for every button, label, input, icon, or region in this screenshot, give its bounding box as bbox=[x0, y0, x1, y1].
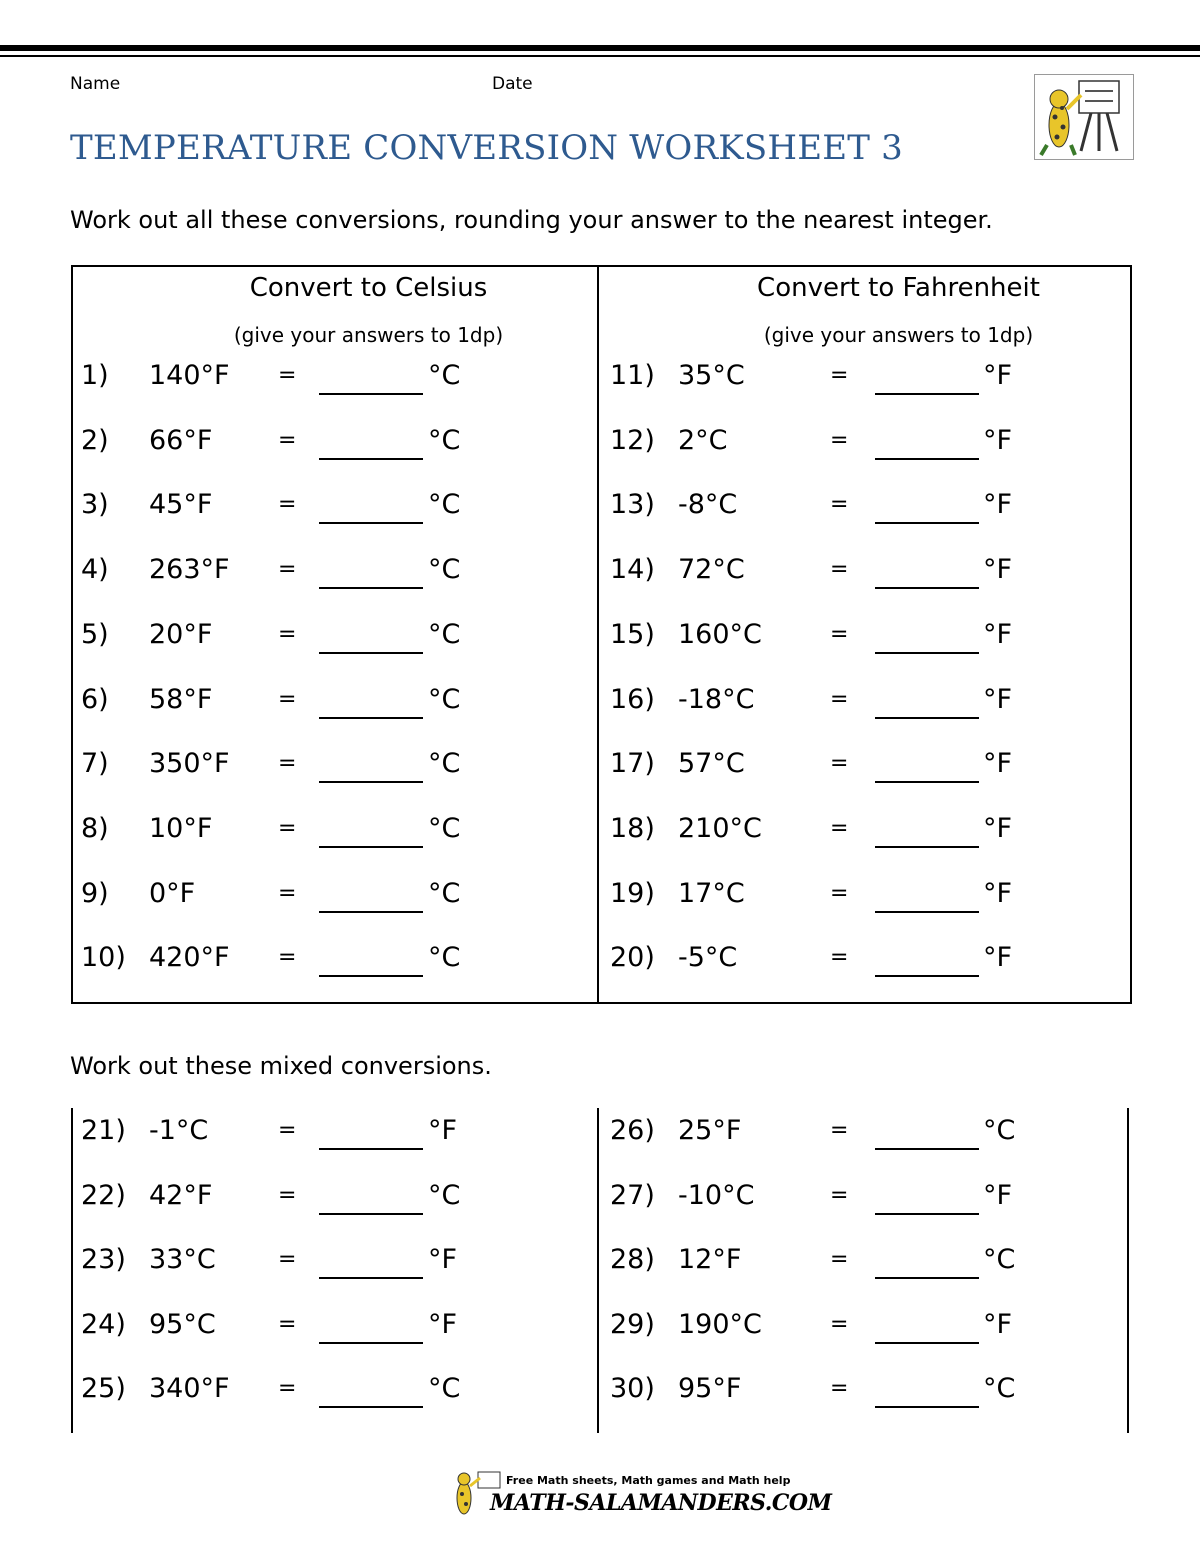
answer-unit: °F bbox=[983, 360, 1013, 391]
equals-sign: = bbox=[278, 1182, 297, 1208]
equals-sign: = bbox=[830, 621, 849, 647]
answer-unit: °F bbox=[983, 942, 1013, 974]
answer-unit: °F bbox=[428, 1308, 458, 1340]
answer-blank[interactable] bbox=[319, 846, 423, 848]
problem-8 bbox=[81, 813, 521, 853]
answer-unit: °C bbox=[428, 424, 461, 456]
problem-1 bbox=[81, 360, 521, 400]
answer-unit: °F bbox=[428, 1115, 458, 1146]
problem-number: 8) bbox=[81, 812, 109, 844]
problem-number: 7) bbox=[81, 748, 109, 780]
problem-value: 12°F bbox=[678, 1244, 742, 1275]
footer-logo bbox=[444, 1464, 832, 1522]
answer-blank[interactable] bbox=[875, 1277, 979, 1279]
problem-number: 23) bbox=[81, 1244, 126, 1275]
problem-number: 12) bbox=[610, 424, 655, 456]
instructions-section-2: Work out these mixed conversions. bbox=[70, 1052, 492, 1080]
problem-value: -5°C bbox=[678, 942, 738, 974]
equals-sign: = bbox=[278, 945, 297, 971]
answer-unit: °C bbox=[983, 1115, 1016, 1146]
problem-number: 21) bbox=[81, 1115, 126, 1146]
equals-sign: = bbox=[278, 686, 297, 712]
problem-20 bbox=[610, 942, 1050, 982]
problem-24 bbox=[81, 1309, 521, 1349]
answer-unit: °C bbox=[428, 1179, 461, 1211]
problem-11 bbox=[610, 360, 1050, 400]
answer-blank[interactable] bbox=[875, 587, 979, 589]
equals-sign: = bbox=[278, 751, 297, 777]
equals-sign: = bbox=[830, 815, 849, 841]
problem-value: 210°C bbox=[678, 812, 762, 844]
right-column-title: Convert to Fahrenheit bbox=[757, 273, 1040, 303]
problem-value: 25°F bbox=[678, 1115, 742, 1146]
answer-unit: °F bbox=[983, 812, 1013, 844]
right-column-subtitle: (give your answers to 1dp) bbox=[763, 323, 1034, 347]
problem-number: 24) bbox=[81, 1308, 126, 1340]
problem-number: 16) bbox=[610, 683, 655, 715]
problem-number: 2) bbox=[81, 424, 109, 456]
problem-number: 25) bbox=[81, 1373, 126, 1404]
problem-30 bbox=[610, 1373, 1050, 1413]
answer-unit: °F bbox=[983, 618, 1013, 650]
problem-number: 15) bbox=[610, 618, 655, 650]
answer-blank[interactable] bbox=[319, 458, 423, 460]
footer-brand: MATH-SALAMANDERS.COM bbox=[490, 1490, 832, 1516]
answer-blank[interactable] bbox=[875, 1406, 979, 1408]
problem-number: 11) bbox=[610, 360, 655, 391]
equals-sign: = bbox=[278, 363, 297, 388]
answer-unit: °C bbox=[428, 618, 461, 650]
answer-unit: °F bbox=[983, 877, 1013, 909]
problem-number: 13) bbox=[610, 489, 655, 521]
problem-value: 0°F bbox=[149, 877, 196, 909]
answer-blank[interactable] bbox=[875, 393, 979, 395]
problem-10 bbox=[81, 942, 521, 982]
problem-number: 28) bbox=[610, 1244, 655, 1275]
problem-number: 5) bbox=[81, 618, 109, 650]
answer-blank[interactable] bbox=[319, 1277, 423, 1279]
problem-value: 10°F bbox=[149, 812, 213, 844]
problem-16 bbox=[610, 684, 1050, 724]
date-label: Date bbox=[492, 74, 533, 94]
answer-blank[interactable] bbox=[875, 652, 979, 654]
problem-9 bbox=[81, 878, 521, 918]
answer-blank[interactable] bbox=[319, 587, 423, 589]
answer-blank[interactable] bbox=[875, 781, 979, 783]
problem-26 bbox=[610, 1115, 1050, 1155]
problem-value: 420°F bbox=[149, 942, 230, 974]
answer-unit: °C bbox=[428, 683, 461, 715]
equals-sign: = bbox=[830, 1182, 849, 1208]
top-rule-thick bbox=[0, 45, 1200, 51]
problem-number: 3) bbox=[81, 489, 109, 521]
equals-sign: = bbox=[830, 427, 849, 453]
answer-blank[interactable] bbox=[875, 1148, 979, 1150]
equals-sign: = bbox=[830, 492, 849, 518]
problem-value: -10°C bbox=[678, 1179, 755, 1211]
answer-unit: °F bbox=[983, 489, 1013, 521]
equals-sign: = bbox=[830, 1311, 849, 1337]
problem-12 bbox=[610, 425, 1050, 465]
problem-value: 33°C bbox=[149, 1244, 216, 1275]
problem-value: 263°F bbox=[149, 554, 230, 586]
answer-unit: °C bbox=[428, 1373, 461, 1404]
section-2-left-line bbox=[71, 1108, 73, 1433]
problem-number: 26) bbox=[610, 1115, 655, 1146]
problem-value: 35°C bbox=[678, 360, 745, 391]
equals-sign: = bbox=[830, 880, 849, 906]
problem-value: 57°C bbox=[678, 748, 745, 780]
equals-sign: = bbox=[278, 1247, 297, 1272]
equals-sign: = bbox=[278, 815, 297, 841]
section-2-middle-line bbox=[597, 1108, 599, 1433]
problem-6 bbox=[81, 684, 521, 724]
equals-sign: = bbox=[278, 1376, 297, 1401]
answer-blank[interactable] bbox=[319, 781, 423, 783]
equals-sign: = bbox=[830, 363, 849, 388]
left-column-title: Convert to Celsius bbox=[249, 273, 488, 303]
problem-number: 18) bbox=[610, 812, 655, 844]
equals-sign: = bbox=[830, 1118, 849, 1143]
left-column-subtitle: (give your answers to 1dp) bbox=[233, 323, 504, 347]
answer-blank[interactable] bbox=[319, 1213, 423, 1215]
answer-unit: °F bbox=[983, 554, 1013, 586]
answer-blank[interactable] bbox=[319, 717, 423, 719]
answer-unit: °C bbox=[428, 942, 461, 974]
equals-sign: = bbox=[278, 557, 297, 583]
answer-blank[interactable] bbox=[319, 975, 423, 977]
problem-value: 160°C bbox=[678, 618, 762, 650]
problem-25 bbox=[81, 1373, 521, 1413]
problem-27 bbox=[610, 1180, 1050, 1220]
answer-unit: °C bbox=[428, 554, 461, 586]
problem-28 bbox=[610, 1244, 1050, 1284]
problem-value: 72°C bbox=[678, 554, 745, 586]
problem-value: 58°F bbox=[149, 683, 213, 715]
problem-value: 17°C bbox=[678, 877, 745, 909]
problem-value: 20°F bbox=[149, 618, 213, 650]
answer-blank[interactable] bbox=[319, 1148, 423, 1150]
problem-value: 350°F bbox=[149, 748, 230, 780]
answer-blank[interactable] bbox=[319, 393, 423, 395]
problem-19 bbox=[610, 878, 1050, 918]
problem-23 bbox=[81, 1244, 521, 1284]
equals-sign: = bbox=[830, 557, 849, 583]
problem-value: 42°F bbox=[149, 1179, 213, 1211]
problem-number: 17) bbox=[610, 748, 655, 780]
problem-number: 1) bbox=[81, 360, 109, 391]
equals-sign: = bbox=[278, 492, 297, 518]
answer-unit: °C bbox=[983, 1244, 1016, 1275]
equals-sign: = bbox=[830, 1247, 849, 1272]
problem-18 bbox=[610, 813, 1050, 853]
problem-13 bbox=[610, 489, 1050, 529]
equals-sign: = bbox=[830, 945, 849, 971]
section-1-divider bbox=[597, 265, 599, 1004]
problem-value: 340°F bbox=[149, 1373, 230, 1404]
problem-value: 140°F bbox=[149, 360, 230, 391]
problem-value: -1°C bbox=[149, 1115, 209, 1146]
problem-value: 66°F bbox=[149, 424, 213, 456]
problem-number: 30) bbox=[610, 1373, 655, 1404]
problem-number: 6) bbox=[81, 683, 109, 715]
problem-number: 27) bbox=[610, 1179, 655, 1211]
answer-blank[interactable] bbox=[875, 1342, 979, 1344]
problem-14 bbox=[610, 554, 1050, 594]
answer-blank[interactable] bbox=[875, 522, 979, 524]
answer-blank[interactable] bbox=[319, 1406, 423, 1408]
answer-unit: °F bbox=[983, 748, 1013, 780]
answer-blank[interactable] bbox=[319, 1342, 423, 1344]
problem-value: 2°C bbox=[678, 424, 728, 456]
answer-unit: °F bbox=[983, 1308, 1013, 1340]
answer-blank[interactable] bbox=[875, 1213, 979, 1215]
equals-sign: = bbox=[830, 686, 849, 712]
answer-blank[interactable] bbox=[875, 911, 979, 913]
salamander-logo bbox=[1034, 74, 1134, 160]
answer-unit: °C bbox=[428, 877, 461, 909]
instructions-section-1: Work out all these conversions, rounding your answer to the nearest integer. bbox=[70, 206, 993, 234]
problem-number: 10) bbox=[81, 942, 126, 974]
problem-value: 95°C bbox=[149, 1308, 216, 1340]
problem-number: 20) bbox=[610, 942, 655, 974]
answer-unit: °C bbox=[428, 812, 461, 844]
problem-number: 9) bbox=[81, 877, 109, 909]
problem-value: 95°F bbox=[678, 1373, 742, 1404]
equals-sign: = bbox=[278, 427, 297, 453]
equals-sign: = bbox=[830, 751, 849, 777]
problem-29 bbox=[610, 1309, 1050, 1349]
problem-number: 4) bbox=[81, 554, 109, 586]
problem-2 bbox=[81, 425, 521, 465]
equals-sign: = bbox=[830, 1376, 849, 1401]
problem-number: 29) bbox=[610, 1308, 655, 1340]
answer-unit: °F bbox=[983, 683, 1013, 715]
answer-unit: °C bbox=[983, 1373, 1016, 1404]
answer-blank[interactable] bbox=[875, 458, 979, 460]
problem-value: -18°C bbox=[678, 683, 755, 715]
problem-17 bbox=[610, 748, 1050, 788]
problem-7 bbox=[81, 748, 521, 788]
problem-15 bbox=[610, 619, 1050, 659]
problem-number: 14) bbox=[610, 554, 655, 586]
answer-blank[interactable] bbox=[875, 717, 979, 719]
equals-sign: = bbox=[278, 621, 297, 647]
answer-blank[interactable] bbox=[319, 911, 423, 913]
problem-number: 19) bbox=[610, 877, 655, 909]
problem-21 bbox=[81, 1115, 521, 1155]
equals-sign: = bbox=[278, 880, 297, 906]
problem-number: 22) bbox=[81, 1179, 126, 1211]
equals-sign: = bbox=[278, 1118, 297, 1143]
answer-blank[interactable] bbox=[319, 522, 423, 524]
footer-tagline: Free Math sheets, Math games and Math help bbox=[506, 1474, 791, 1487]
answer-unit: °C bbox=[428, 360, 461, 391]
problem-value: -8°C bbox=[678, 489, 738, 521]
answer-blank[interactable] bbox=[875, 846, 979, 848]
answer-unit: °F bbox=[983, 424, 1013, 456]
answer-unit: °F bbox=[428, 1244, 458, 1275]
problem-3 bbox=[81, 489, 521, 529]
answer-unit: °F bbox=[983, 1179, 1013, 1211]
answer-blank[interactable] bbox=[319, 652, 423, 654]
page-title: TEMPERATURE CONVERSION WORKSHEET 3 bbox=[70, 128, 903, 168]
answer-blank[interactable] bbox=[875, 975, 979, 977]
top-rule-thin bbox=[0, 55, 1200, 57]
answer-unit: °C bbox=[428, 748, 461, 780]
problem-value: 190°C bbox=[678, 1308, 762, 1340]
problem-22 bbox=[81, 1180, 521, 1220]
equals-sign: = bbox=[278, 1311, 297, 1337]
section-2-right-line bbox=[1127, 1108, 1129, 1433]
problem-value: 45°F bbox=[149, 489, 213, 521]
problem-5 bbox=[81, 619, 521, 659]
name-label: Name bbox=[70, 74, 121, 94]
problem-4 bbox=[81, 554, 521, 594]
answer-unit: °C bbox=[428, 489, 461, 521]
